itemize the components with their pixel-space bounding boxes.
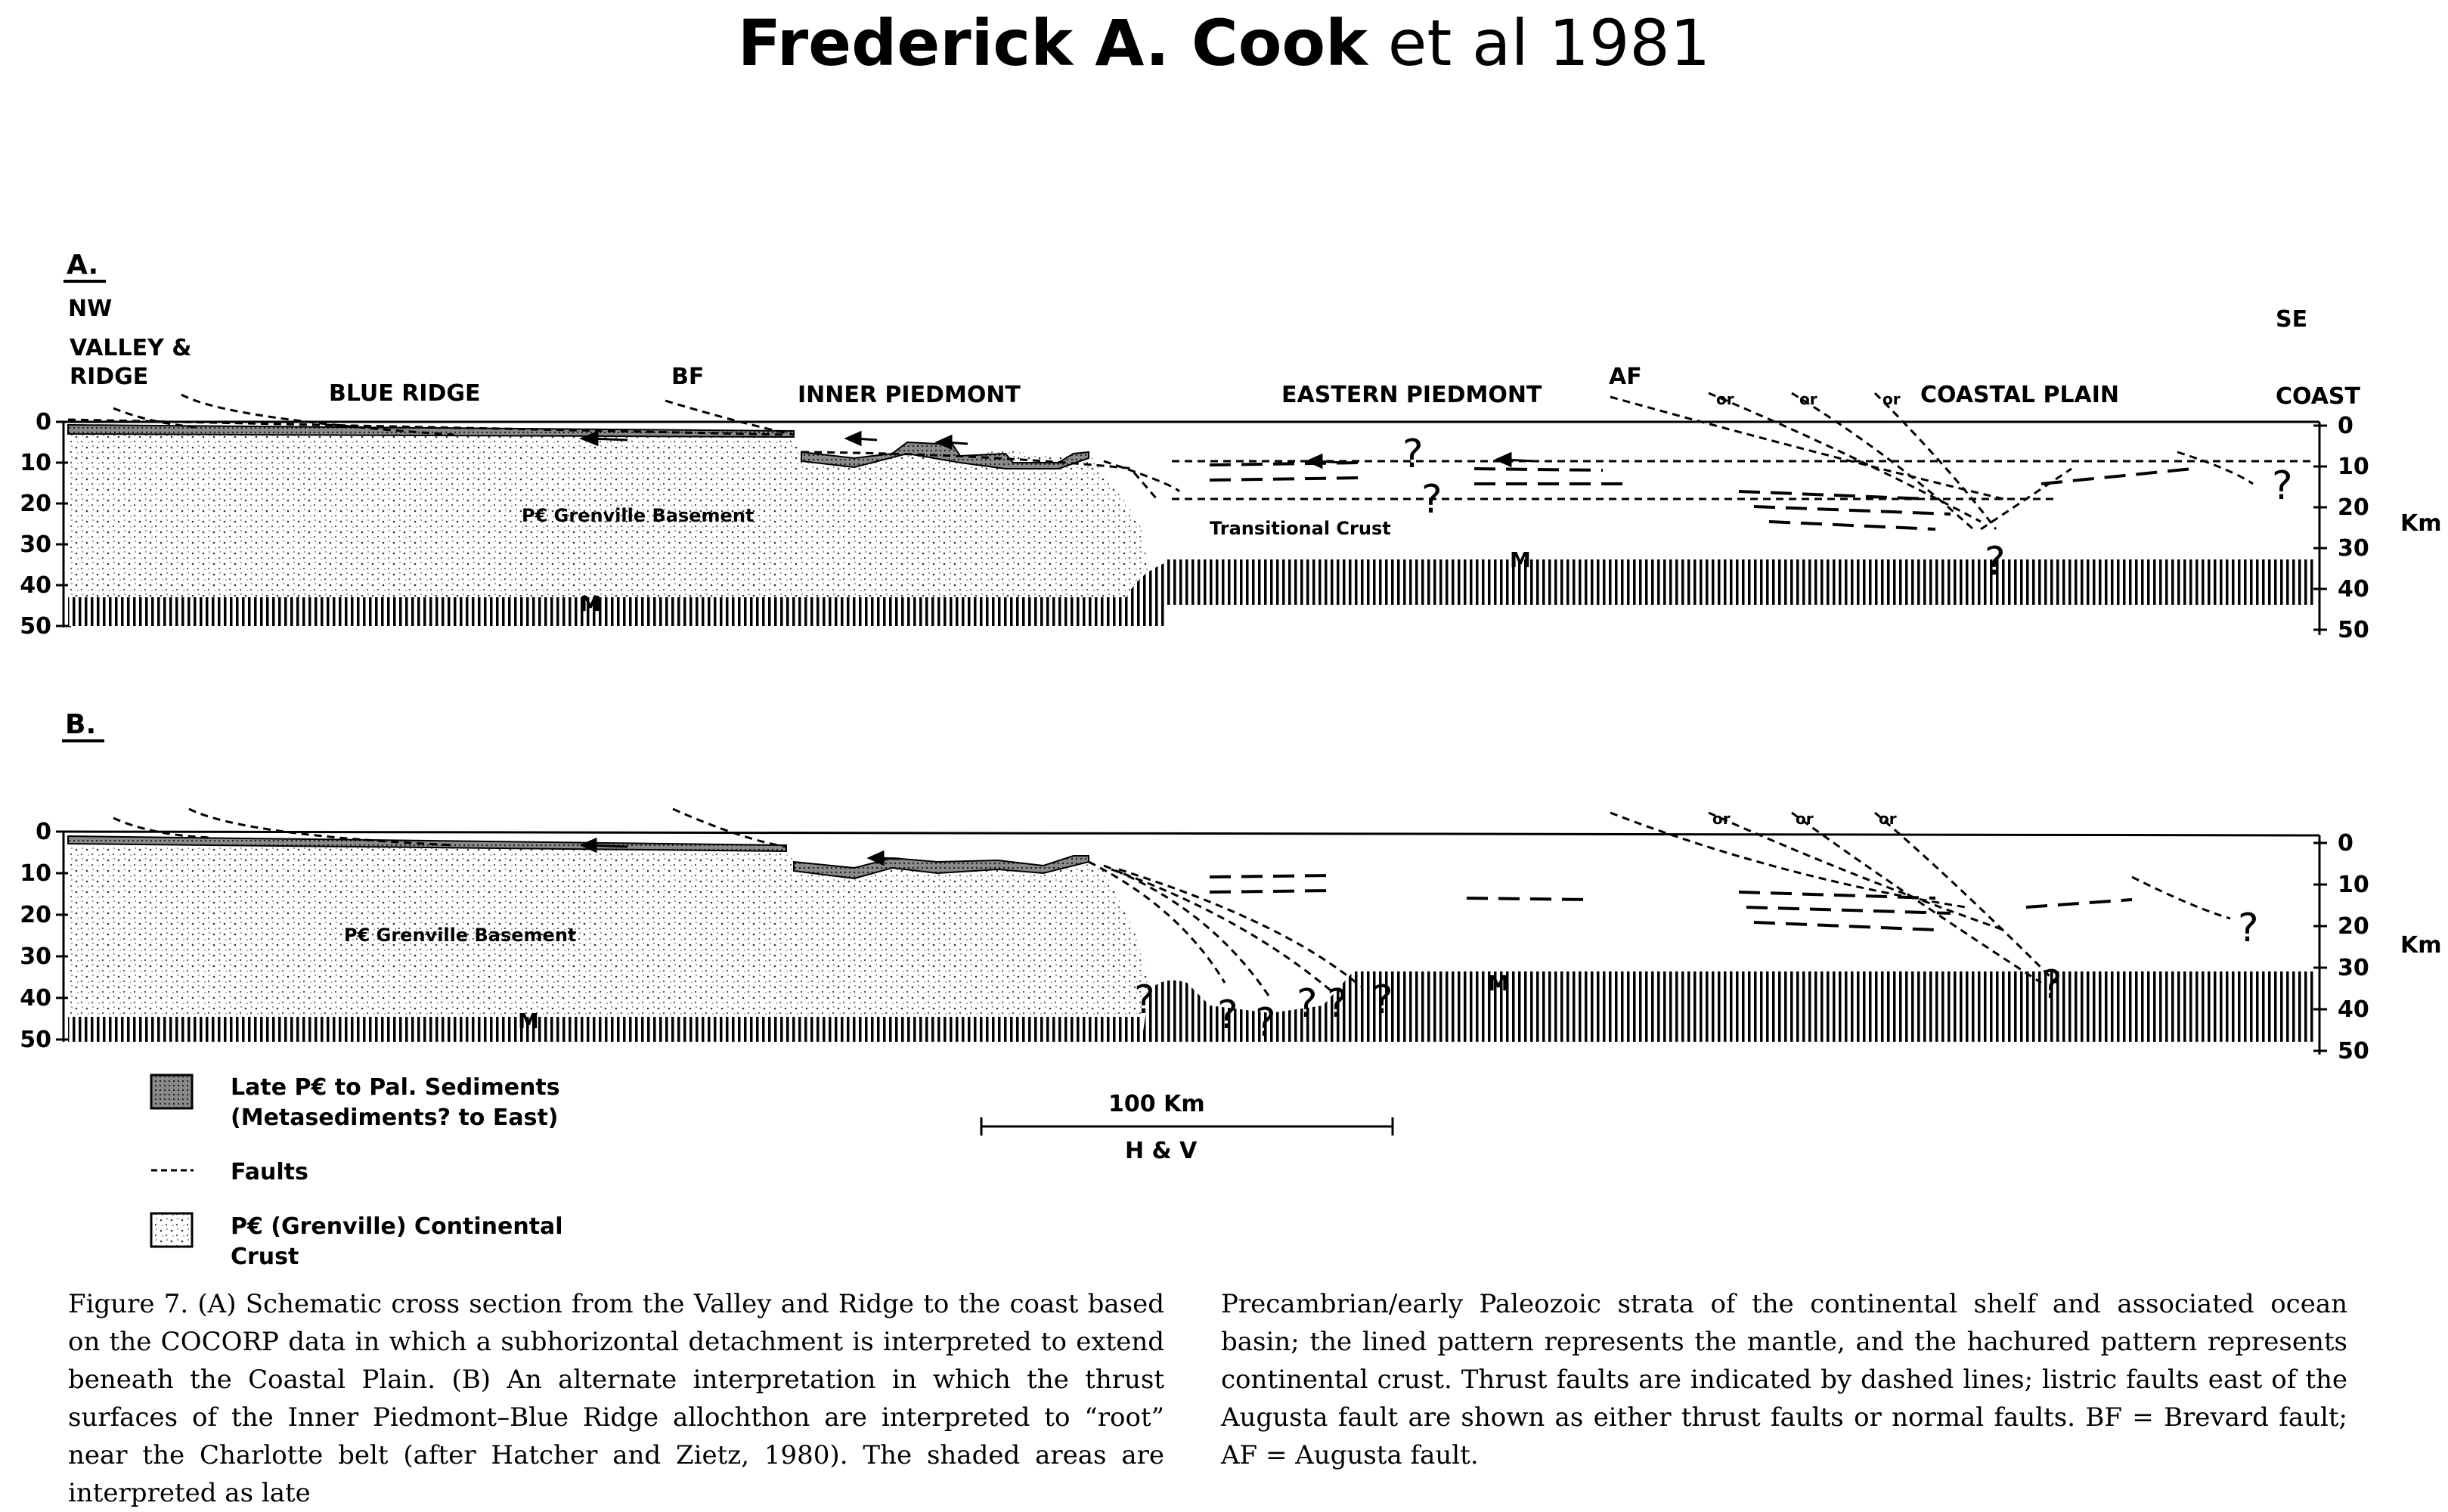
b-qmark-2: ? bbox=[1217, 993, 1238, 1038]
a-km-unit: Km bbox=[2400, 510, 2442, 537]
panel-b bbox=[20, 709, 2441, 1064]
a-right-tick-0: 0 bbox=[2338, 413, 2353, 439]
panel-a-letter: A. bbox=[67, 249, 99, 280]
region-eastern-piedmont: EASTERN PIEDMONT bbox=[1281, 382, 1542, 408]
a-moho-east: M bbox=[1510, 547, 1531, 572]
b-left-tick-40: 40 bbox=[20, 985, 51, 1012]
b-qmark-6: ? bbox=[1372, 978, 1393, 1023]
b-qmark-5: ? bbox=[1327, 981, 1348, 1027]
scale-sublabel: H & V bbox=[1125, 1138, 1198, 1164]
a-qmark-3: ? bbox=[1985, 539, 2006, 584]
title-rest: et al 1981 bbox=[1387, 6, 1711, 80]
scale-bar bbox=[981, 1091, 1393, 1164]
a-left-tick-30: 30 bbox=[20, 531, 51, 558]
a-or-2: or bbox=[1799, 390, 1817, 408]
a-right-tick-30: 30 bbox=[2338, 535, 2369, 562]
a-right-tick-20: 20 bbox=[2338, 494, 2369, 521]
b-qmark-4: ? bbox=[1297, 981, 1318, 1027]
b-right-tick-30: 30 bbox=[2338, 955, 2369, 981]
b-left-tick-0: 0 bbox=[36, 819, 51, 845]
legend bbox=[151, 1074, 563, 1270]
region-bf: BF bbox=[671, 364, 705, 390]
a-basement-label: P€ Grenville Basement bbox=[522, 505, 755, 526]
b-right-tick-50: 50 bbox=[2338, 1038, 2369, 1064]
panel-a-left-depth-axis bbox=[20, 409, 71, 640]
panel-a bbox=[20, 249, 2441, 643]
a-right-tick-10: 10 bbox=[2338, 454, 2369, 480]
b-surface-line bbox=[64, 832, 2319, 835]
b-qmark-8: ? bbox=[2238, 906, 2259, 951]
region-inner-piedmont: INNER PIEDMONT bbox=[798, 382, 1021, 408]
se-label: SE bbox=[2276, 306, 2308, 333]
panel-b-letter: B. bbox=[65, 709, 97, 740]
region-labels bbox=[70, 335, 2361, 410]
region-coast: COAST bbox=[2276, 383, 2361, 410]
scale-label: 100 Km bbox=[1108, 1091, 1205, 1117]
b-left-tick-50: 50 bbox=[20, 1027, 51, 1053]
title-main: Frederick A. Cook bbox=[737, 6, 1368, 80]
a-right-tick-50: 50 bbox=[2338, 617, 2369, 643]
legend-sediments-line1: Late P€ to Pal. Sediments bbox=[231, 1074, 560, 1101]
a-left-tick-40: 40 bbox=[20, 572, 51, 599]
region-coastal-plain: COASTAL PLAIN bbox=[1920, 382, 2120, 408]
a-left-tick-20: 20 bbox=[20, 491, 51, 517]
legend-sediments-line2: (Metasediments? to East) bbox=[231, 1105, 559, 1131]
a-or-labels bbox=[1716, 390, 1901, 408]
a-right-tick-40: 40 bbox=[2338, 576, 2369, 603]
b-qmark-7: ? bbox=[2041, 962, 2062, 1008]
region-valley: VALLEY & bbox=[70, 335, 192, 361]
a-transitional-label: Transitional Crust bbox=[1210, 518, 1391, 539]
legend-crust-line2: Crust bbox=[231, 1244, 299, 1270]
region-ridge: RIDGE bbox=[70, 364, 149, 390]
b-left-tick-20: 20 bbox=[20, 902, 51, 928]
b-or-1: or bbox=[1712, 810, 1731, 828]
b-qmark-1: ? bbox=[1134, 978, 1155, 1023]
legend-sediments-swatch bbox=[151, 1075, 192, 1108]
a-qmark-4: ? bbox=[2272, 463, 2293, 509]
b-basement-label: P€ Grenville Basement bbox=[344, 925, 577, 946]
panel-b-left-depth-axis bbox=[20, 819, 71, 1053]
b-left-tick-30: 30 bbox=[20, 943, 51, 970]
region-blue-ridge: BLUE RIDGE bbox=[329, 380, 481, 407]
caption-left: Figure 7. (A) Schematic cross section from the Valley and Ridge to the coast based on the COCORP data in which a subhorizontal detachment is interpreted to extend beneath the Coastal Plain. (B) An alternate interpretation in which the thrust surfaces of the Inner Piedmont–Blue Ridge allochthon are interpreted to “root” near the Charlotte belt (after Hatcher and Zietz, 1980). The shaded areas are interpreted as late bbox=[68, 1289, 1164, 1508]
a-qmark-1: ? bbox=[1402, 432, 1424, 477]
b-right-tick-10: 10 bbox=[2338, 872, 2369, 898]
b-right-tick-40: 40 bbox=[2338, 996, 2369, 1023]
legend-crust-line1: P€ (Grenville) Continental bbox=[231, 1213, 563, 1240]
a-or-1: or bbox=[1716, 390, 1734, 408]
region-af: AF bbox=[1609, 364, 1642, 390]
panel-a-right-depth-axis bbox=[2313, 413, 2442, 643]
a-or-3: or bbox=[1882, 390, 1901, 408]
b-km-unit: Km bbox=[2400, 932, 2442, 959]
b-or-2: or bbox=[1796, 810, 1814, 828]
b-or-labels bbox=[1712, 810, 1897, 828]
b-right-tick-0: 0 bbox=[2338, 830, 2353, 857]
panel-b-right-depth-axis bbox=[2313, 830, 2442, 1064]
b-moho-east: M bbox=[1488, 971, 1509, 996]
b-or-3: or bbox=[1879, 810, 1897, 828]
b-moho-west: M bbox=[518, 1009, 539, 1033]
b-left-tick-10: 10 bbox=[20, 860, 51, 887]
a-moho-west: M bbox=[580, 591, 601, 616]
a-left-tick-0: 0 bbox=[36, 409, 51, 435]
caption-right: Precambrian/early Paleozoic strata of the continental shelf and associated ocean basin; the lined pattern represents the mantle, and the hachured pattern represents continental crust. Thrust faults are indicated by dashed lines; listric faults east of the Augusta fault are shown as either thrust faults or normal faults. BF = Brevard fault; AF = Augusta fault. bbox=[1221, 1289, 2347, 1470]
legend-crust-swatch bbox=[151, 1213, 192, 1247]
a-mantle-east bbox=[1164, 559, 2313, 605]
a-qmark-2: ? bbox=[1421, 477, 1442, 522]
b-right-tick-20: 20 bbox=[2338, 913, 2369, 940]
nw-label: NW bbox=[68, 296, 113, 322]
a-left-tick-10: 10 bbox=[20, 450, 51, 476]
b-qmark-3: ? bbox=[1255, 1000, 1276, 1046]
legend-faults: Faults bbox=[231, 1159, 308, 1185]
b-mantle-west bbox=[68, 1017, 1142, 1042]
a-left-tick-50: 50 bbox=[20, 613, 51, 640]
